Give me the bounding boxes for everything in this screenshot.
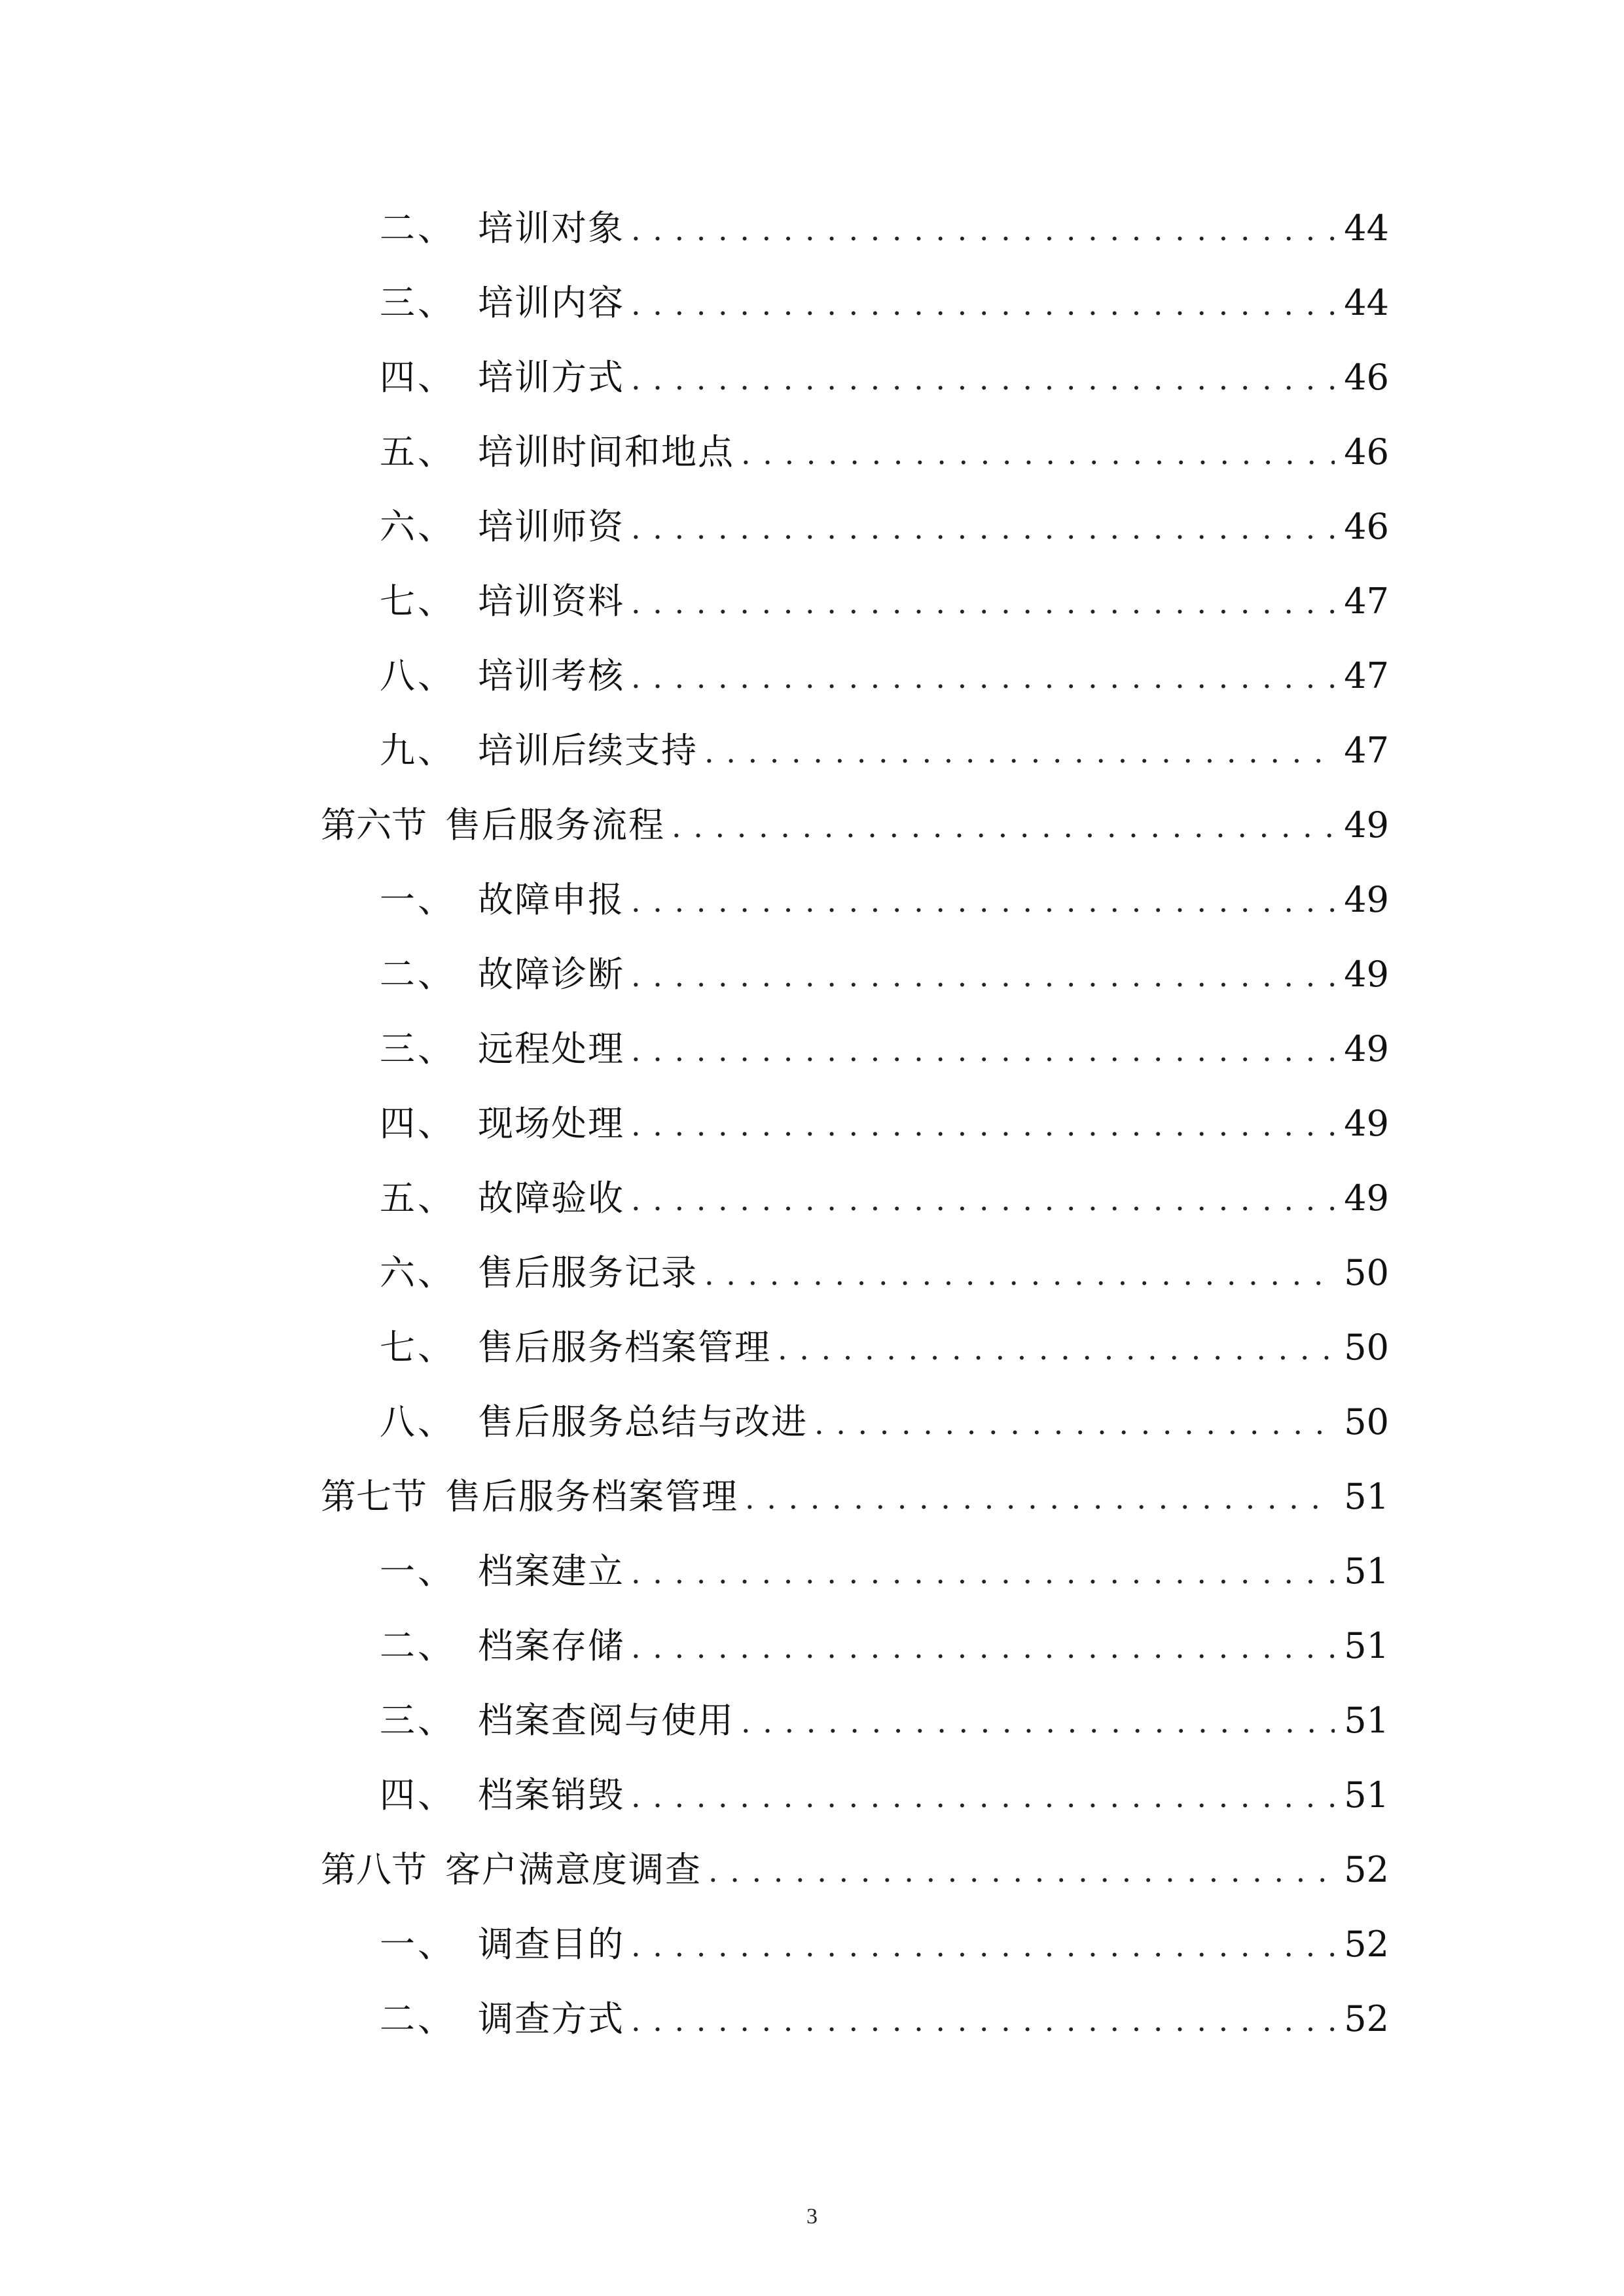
page-number-footer: 3 [806,2204,818,2229]
toc-dot-leader [631,1909,1335,1983]
toc-entry-number: 二、 [380,954,456,995]
toc-dot-leader [631,267,1335,342]
toc-subsection-entry[interactable] [321,1236,1389,1310]
toc-dot-leader [708,1834,1335,1909]
toc-entry-number: 一、 [380,1924,456,1965]
toc-subsection-entry[interactable] [321,1310,1389,1385]
toc-subsection-entry[interactable] [321,1385,1389,1460]
toc-dot-leader [704,1237,1335,1312]
toc-dot-leader [704,715,1335,789]
toc-entry-page-number: 49 [1344,1028,1389,1069]
toc-entry-page-number: 51 [1344,1551,1389,1592]
toc-subsection-entry[interactable] [321,1534,1389,1609]
toc-subsection-entry[interactable] [321,191,1389,266]
toc-subsection-entry[interactable] [321,1609,1389,1683]
toc-entry-number: 二、 [380,1625,456,1666]
toc-dot-leader [778,1312,1335,1386]
toc-entry-title: 培训资料 [478,581,624,622]
toc-entry-page-number: 47 [1344,730,1389,771]
toc-subsection-entry[interactable] [321,564,1389,639]
toc-entry-title: 档案建立 [478,1551,624,1592]
toc-entry-number: 七、 [380,1327,456,1368]
toc-dot-leader [741,1685,1335,1759]
toc-entry-page-number: 49 [1344,804,1389,846]
toc-entry-title: 调查目的 [478,1924,624,1965]
toc-dot-leader [745,1461,1335,1535]
toc-subsection-entry[interactable] [321,340,1389,415]
toc-entry-number: 第六节 [321,804,427,846]
toc-subsection-entry[interactable] [321,1161,1389,1236]
toc-dot-leader [631,192,1335,267]
toc-entry-number: 八、 [380,1401,456,1443]
toc-dot-leader [631,1759,1335,1834]
toc-entry-title: 售后服务记录 [478,1252,698,1293]
toc-entry-page-number: 49 [1344,954,1389,995]
toc-subsection-entry[interactable] [321,639,1389,713]
toc-entry-title: 故障诊断 [478,954,624,995]
toc-entry-number: 四、 [380,1103,456,1144]
toc-dot-leader [631,565,1335,640]
toc-entry-title: 售后服务档案管理 [445,1476,738,1517]
toc-entry-number: 六、 [380,506,456,547]
toc-entry-number: 三、 [380,1700,456,1741]
toc-entry-title: 培训时间和地点 [478,431,734,473]
toc-dot-leader [631,1610,1335,1685]
toc-entry-title: 售后服务流程 [445,804,665,846]
toc-entry-number: 第八节 [321,1849,427,1890]
toc-entry-number: 五、 [380,431,456,473]
toc-entry-page-number: 51 [1344,1476,1389,1517]
toc-entry-page-number: 44 [1344,207,1389,249]
toc-subsection-entry[interactable] [321,266,1389,340]
toc-dot-leader [631,1535,1335,1610]
toc-entry-page-number: 52 [1344,1924,1389,1965]
toc-entry-page-number: 49 [1344,879,1389,920]
toc-entry-page-number: 52 [1344,1849,1389,1890]
toc-entry-number: 四、 [380,1774,456,1816]
toc-entry-page-number: 50 [1344,1252,1389,1293]
toc-entry-page-number: 49 [1344,1103,1389,1144]
toc-entry-title: 远程处理 [478,1028,624,1069]
toc-dot-leader [814,1386,1335,1461]
toc-entry-number: 七、 [380,581,456,622]
toc-dot-leader [631,491,1335,565]
toc-entry-page-number: 46 [1344,506,1389,547]
toc-entry-number: 一、 [380,1551,456,1592]
toc-entry-page-number: 51 [1344,1625,1389,1666]
toc-subsection-entry[interactable] [321,863,1389,937]
toc-entry-page-number: 49 [1344,1177,1389,1219]
toc-entry-number: 二、 [380,207,456,249]
toc-entry-title: 故障申报 [478,879,624,920]
toc-dot-leader [631,1983,1335,2058]
toc-entry-number: 四、 [380,357,456,398]
toc-subsection-entry[interactable] [321,415,1389,490]
toc-entry-title: 培训师资 [478,506,624,547]
toc-entry-page-number: 50 [1344,1401,1389,1443]
toc-subsection-entry[interactable] [321,937,1389,1012]
toc-entry-number: 二、 [380,1998,456,2039]
toc-dot-leader [631,342,1335,416]
toc-entry-page-number: 47 [1344,655,1389,696]
toc-dot-leader [741,416,1335,491]
toc-subsection-entry[interactable] [321,1907,1389,1982]
toc-dot-leader [631,1013,1335,1088]
toc-subsection-entry[interactable] [321,1683,1389,1758]
toc-dot-leader [631,939,1335,1013]
toc-entry-number: 三、 [380,282,456,323]
toc-entry-title: 培训内容 [478,282,624,323]
table-of-contents [321,191,1389,2056]
toc-entry-page-number: 44 [1344,282,1389,323]
toc-entry-title: 培训对象 [478,207,624,249]
toc-entry-title: 培训考核 [478,655,624,696]
toc-entry-title: 售后服务档案管理 [478,1327,771,1368]
toc-entry-page-number: 51 [1344,1700,1389,1741]
toc-entry-page-number: 52 [1344,1998,1389,2039]
toc-entry-title: 培训方式 [478,357,624,398]
toc-entry-page-number: 47 [1344,581,1389,622]
toc-entry-title: 档案查阅与使用 [478,1700,734,1741]
toc-entry-number: 第七节 [321,1476,427,1517]
toc-entry-number: 九、 [380,730,456,771]
toc-entry-page-number: 50 [1344,1327,1389,1368]
toc-entry-page-number: 51 [1344,1774,1389,1816]
toc-entry-title: 现场处理 [478,1103,624,1144]
toc-dot-leader [672,789,1335,864]
toc-dot-leader [631,1088,1335,1162]
toc-subsection-entry[interactable] [321,713,1389,788]
toc-subsection-entry[interactable] [321,1086,1389,1161]
toc-dot-leader [631,864,1335,939]
toc-section-entry[interactable] [321,1460,1389,1534]
toc-entry-number: 六、 [380,1252,456,1293]
toc-dot-leader [631,640,1335,715]
toc-subsection-entry[interactable] [321,1982,1389,2056]
toc-entry-title: 档案存储 [478,1625,624,1666]
toc-entry-title: 调查方式 [478,1998,624,2039]
toc-entry-page-number: 46 [1344,357,1389,398]
toc-entry-page-number: 46 [1344,431,1389,473]
toc-entry-title: 档案销毁 [478,1774,624,1816]
toc-entry-title: 售后服务总结与改进 [478,1401,808,1443]
toc-subsection-entry[interactable] [321,1012,1389,1086]
toc-entry-number: 三、 [380,1028,456,1069]
toc-section-entry[interactable] [321,788,1389,863]
toc-entry-title: 客户满意度调查 [445,1849,702,1890]
toc-section-entry[interactable] [321,1833,1389,1907]
toc-entry-number: 一、 [380,879,456,920]
toc-subsection-entry[interactable] [321,1758,1389,1833]
toc-entry-title: 培训后续支持 [478,730,698,771]
toc-entry-number: 五、 [380,1177,456,1219]
toc-entry-number: 八、 [380,655,456,696]
toc-entry-title: 故障验收 [478,1177,624,1219]
toc-dot-leader [631,1162,1335,1237]
toc-subsection-entry[interactable] [321,490,1389,564]
